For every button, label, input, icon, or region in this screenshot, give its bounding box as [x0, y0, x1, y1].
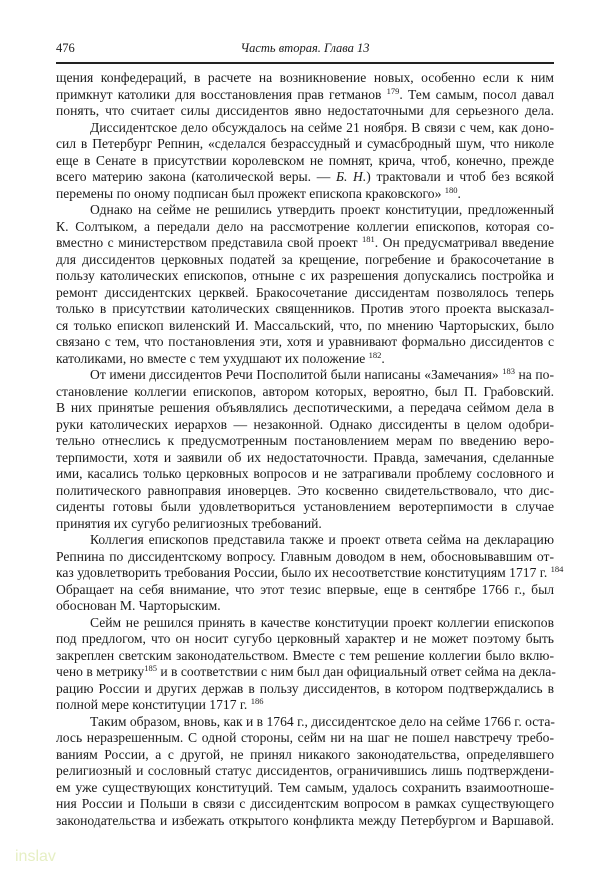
- header-rule: [56, 62, 554, 64]
- text-line: [56, 334, 554, 351]
- text-segment: ния России и Польши в связи с диссидентским вопросом в рамках существующего: [56, 796, 554, 811]
- text-segment: и в соответствии с ним был дан официальный ответ сейма на декла-: [156, 664, 556, 679]
- body-text: [56, 70, 564, 829]
- text-line: [56, 549, 554, 566]
- footnote-ref: 185: [144, 663, 157, 673]
- text-segment: для диссидентов церковных податей за крещение, погребение и бракосочетание в: [56, 251, 554, 267]
- text-line: [56, 384, 554, 401]
- text-line: [56, 532, 554, 549]
- text-segment: От имени диссидентов Речи Посполитой были написаны «Замечания»: [90, 367, 503, 382]
- text-segment: ем уже существующих конституций. Тем самым, удалось сохранить взаимоотноше-: [56, 779, 554, 795]
- text-line: [56, 763, 554, 780]
- paragraph: [56, 615, 554, 714]
- text-segment: пользу католических епископов, отныне с их разрешения допускались постройка и: [56, 268, 554, 283]
- page-number: 476: [56, 41, 75, 55]
- text-segment: тельно отнеслись к предусмотренным постановлением мерам по введению веро-: [56, 433, 554, 448]
- text-line: [56, 202, 554, 219]
- text-line: [56, 564, 564, 582]
- text-line: [56, 252, 554, 269]
- text-segment: Коллегия епископов представила также и проект ответа сейма на декларацию: [90, 532, 554, 547]
- text-segment: закреплен светским законодательством. Вместе с тем решение коллегии было вклю-: [56, 647, 554, 663]
- text-line: [56, 351, 554, 368]
- paragraph: [56, 532, 564, 615]
- footnote-ref: 182: [368, 349, 382, 360]
- text-segment: связано с тем, что постановления эти, хотя и уравнивают формально диссидентов с: [56, 334, 554, 349]
- text-segment: сиденты готовы были удовлетвориться установлением веротерпимости в случае: [56, 499, 554, 514]
- text-segment: .: [381, 350, 385, 366]
- text-line: [56, 153, 554, 170]
- text-line: [56, 483, 554, 500]
- text-segment: Сейм не решился принять в качестве конституции проект коллегии епископов: [90, 614, 554, 630]
- text-segment: В них принятые решения объявлялись деспотическими, а передача сеймом дела в: [56, 400, 554, 415]
- text-line: [56, 582, 554, 599]
- paragraph: [56, 70, 554, 120]
- text-line: [56, 136, 554, 153]
- text-line: [56, 796, 554, 813]
- text-line: [56, 103, 554, 120]
- text-line: [56, 730, 554, 747]
- text-line: [56, 400, 554, 417]
- text-line: [56, 747, 554, 764]
- text-line: [56, 219, 554, 236]
- text-segment: только в присутствии католических священников. Против этого проекта высказал-: [56, 301, 554, 316]
- paragraph: [56, 120, 554, 203]
- watermark: inslav: [15, 848, 56, 865]
- text-line: [56, 681, 554, 698]
- text-segment: терпимости, хотя и заявили об их недостаточности. Правда, замечания, сделанные: [56, 449, 554, 465]
- text-line: [56, 318, 554, 335]
- text-line: [56, 499, 554, 516]
- text-line: [56, 598, 554, 615]
- text-line: [56, 268, 554, 285]
- paragraph: [56, 202, 554, 367]
- footnote-ref: 184: [550, 564, 564, 574]
- text-segment: К. Солтыком, а передали дело на рассмотрение коллегии епископов, которая со-: [56, 218, 554, 234]
- text-segment: щения конфедераций, в расчете на возникновение новых, особенно если к ним: [56, 70, 554, 85]
- text-line: [56, 367, 554, 384]
- text-line: [56, 285, 554, 302]
- paragraph: [56, 714, 554, 830]
- text-segment: вместно с министерством представила свой проект: [56, 235, 363, 250]
- text-segment: еще в Сенате в присутствии королевском не помнят, крича, чтоб, конечно, прежде: [56, 152, 554, 168]
- text-segment: ваниям России, а с другой, не принял никакого законодательства, определявшего: [56, 746, 554, 762]
- text-segment: Таким образом, вновь, как и в 1764 г., диссидентское дело на сейме 1766 г. оста-: [90, 713, 555, 729]
- text-segment: .: [457, 185, 461, 201]
- text-segment: обоснован М. Чарторыским.: [56, 598, 221, 613]
- text-segment: сил в Петербург Репнин, «сделался безрассудный и сумасбродный шум, что николе: [56, 136, 554, 151]
- text-line: [56, 169, 554, 186]
- text-line: [56, 697, 554, 714]
- footnote-ref: 183: [502, 366, 515, 376]
- text-line: [56, 235, 554, 252]
- text-segment: принятия их сугубо религиозных требований.: [56, 515, 322, 531]
- text-line: [56, 631, 554, 648]
- text-segment: католиками, но вместе с тем ухудшают их положение: [56, 350, 369, 366]
- text-line: [56, 186, 554, 203]
- text-segment: всего материю закона (католической веры. —: [56, 169, 336, 184]
- text-segment: становление коллегии епископов, автором которых, вероятно, был П. Грабовский.: [56, 383, 554, 399]
- footnote-ref: 179: [386, 85, 400, 96]
- text-line: [56, 70, 554, 87]
- text-segment: Диссидентское дело обсуждалось на сейме 21 ноября. В связи с чем, как доно-: [90, 119, 554, 135]
- text-segment: законодательства и избежать открытого конфликта между Петербургом и Варшавой.: [56, 812, 554, 828]
- text-line: [56, 714, 554, 731]
- text-segment: примкнут католики для восстановления прав гетманов: [56, 86, 387, 102]
- text-segment: на по-: [514, 367, 554, 382]
- text-line: [56, 417, 554, 434]
- text-segment: каз удовлетворить требования России, было их несоответствие конституциям 1717 г.: [56, 565, 551, 580]
- text-line: [56, 516, 554, 533]
- text-line: [56, 648, 554, 665]
- text-segment: ими, касались только церковных вопросов и не затрагивали проблему сословного и: [56, 466, 554, 481]
- text-line: [56, 466, 554, 483]
- text-segment: Обращает на себя внимание, что этот тезис впервые, еще в сентябре 1766 г., был: [56, 581, 554, 597]
- text-segment: чено в метрику: [56, 664, 145, 679]
- footnote-ref: 181: [362, 234, 375, 244]
- running-header: [56, 41, 554, 61]
- text-line: [56, 87, 554, 104]
- text-segment: Репнина по диссидентскому вопросу. Главным доводом в нем, обосновывавшим от-: [56, 548, 554, 564]
- text-segment: полной мере конституции 1717 г.: [56, 697, 251, 712]
- running-title: Часть вторая. Глава 13: [240, 41, 370, 55]
- text-line: [56, 450, 554, 467]
- text-segment: . Тем самым, посол давал: [399, 86, 554, 102]
- footnote-ref: 180: [444, 184, 458, 195]
- text-line: [56, 433, 554, 450]
- text-line: [56, 780, 554, 797]
- text-segment: понять, что считает силы диссидентов явно недостаточными для серьезного дела.: [56, 103, 554, 118]
- text-line: [56, 813, 554, 830]
- text-segment: ремонт диссидентских церквей. Бракосочетание диссидентам позволялось теперь: [56, 284, 554, 300]
- text-segment: лось неразрешенным. С одной стороны, сейм ни на шаг не пошел навстречу требо-: [56, 730, 554, 745]
- text-segment: религиозный и сословный статус диссидентов, ограничившись лишь подтверждени-: [56, 763, 554, 778]
- text-line: [56, 120, 554, 137]
- text-line: [56, 615, 554, 632]
- text-segment: политического равноправия иноверцев. Это косвенно свидетельствовало, что дис-: [56, 482, 554, 498]
- paragraph: [56, 367, 554, 532]
- author-initials: Б. Н.: [335, 169, 367, 184]
- text-segment: Однако на сейме не решились утвердить проект конституции, предложенный: [90, 202, 554, 217]
- text-segment: рацию России и других держав в пользу диссидентов, в котором подтверждались в: [56, 680, 554, 696]
- text-segment: перемены по оному подписан был прожект епископа краковского»: [56, 185, 445, 201]
- text-segment: под предлогом, что он носит сугубо церковный характер и не может поэтому быть: [56, 631, 554, 646]
- text-segment: ся только епископ виленский И. Массальский, что, по мнению Чарторыских, было: [56, 317, 554, 333]
- text-segment: руки католических иерархов — незаконной. Однако диссиденты в целом одобри-: [56, 416, 554, 432]
- text-line: [56, 301, 554, 318]
- text-segment: ) трактовали и чтоб без всякой: [366, 169, 554, 184]
- footnote-ref: 186: [250, 696, 264, 706]
- text-line: [56, 664, 554, 681]
- text-segment: . Он предусматривал введение: [374, 235, 554, 250]
